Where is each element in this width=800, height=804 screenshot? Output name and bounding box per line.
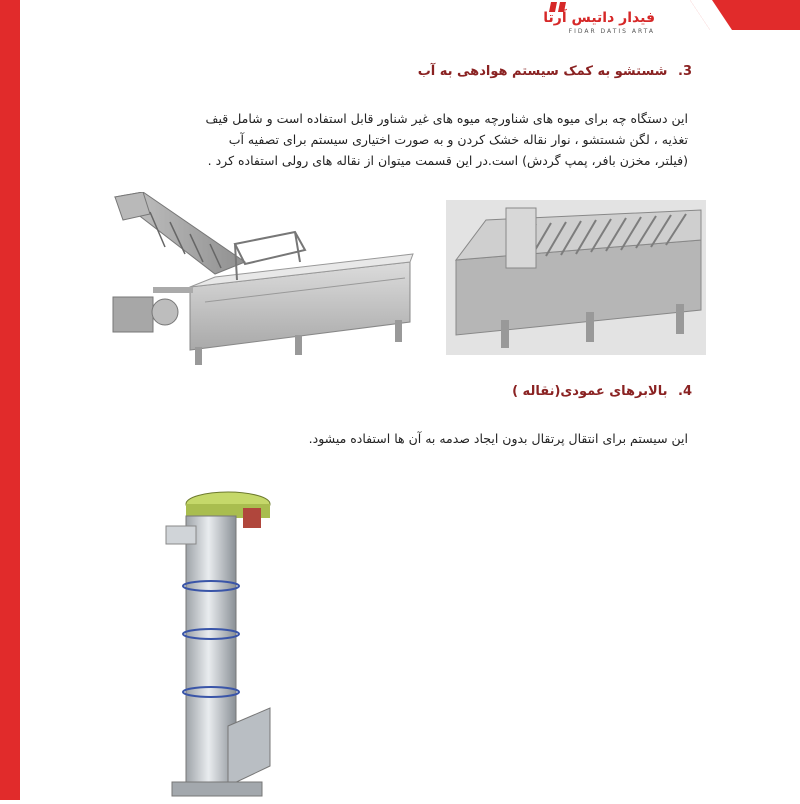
section-4-title: بالابرهای عمودی(نقاله ) bbox=[512, 384, 668, 399]
roller-conveyor-image bbox=[446, 200, 706, 355]
section-3-paragraph bbox=[120, 108, 688, 171]
section-3-title: شستشو به کمک سیستم هوادهی به آب bbox=[417, 64, 668, 79]
section-3-number: 3. bbox=[678, 64, 692, 79]
vertical-elevator-image bbox=[158, 486, 278, 800]
logo-name-fa: فیدار داتیس آرتا bbox=[543, 10, 655, 26]
bubble-washer-machine-image bbox=[95, 192, 415, 367]
company-logo bbox=[535, 4, 655, 40]
corner-decoration bbox=[690, 0, 800, 30]
paragraph-line: تغذیه ، لگن شستشو ، نوار نقاله خشک کردن و به صورت اختیاری سیستم برای تصفیه آب bbox=[228, 132, 688, 147]
paragraph-line: این دستگاه چه برای میوه های شناورچه میوه های غیر شناور قابل استفاده است و شامل قیف bbox=[205, 111, 688, 126]
section-4-number: 4. bbox=[678, 384, 692, 399]
left-red-border bbox=[0, 0, 20, 800]
paragraph-line: (فیلتر، مخزن بافر، پمپ گردش) است.در این قسمت میتوان از نقاله های رولی استفاده کرد . bbox=[207, 153, 688, 168]
section-4-paragraph: این سیستم برای انتقال پرتقال بدون ایجاد صدمه به آن ها استفاده میشود. bbox=[308, 431, 688, 446]
section-3-heading bbox=[418, 64, 692, 79]
logo-name-en: FIDAR DATIS ARTA bbox=[568, 28, 655, 35]
section-4-heading bbox=[512, 384, 692, 399]
